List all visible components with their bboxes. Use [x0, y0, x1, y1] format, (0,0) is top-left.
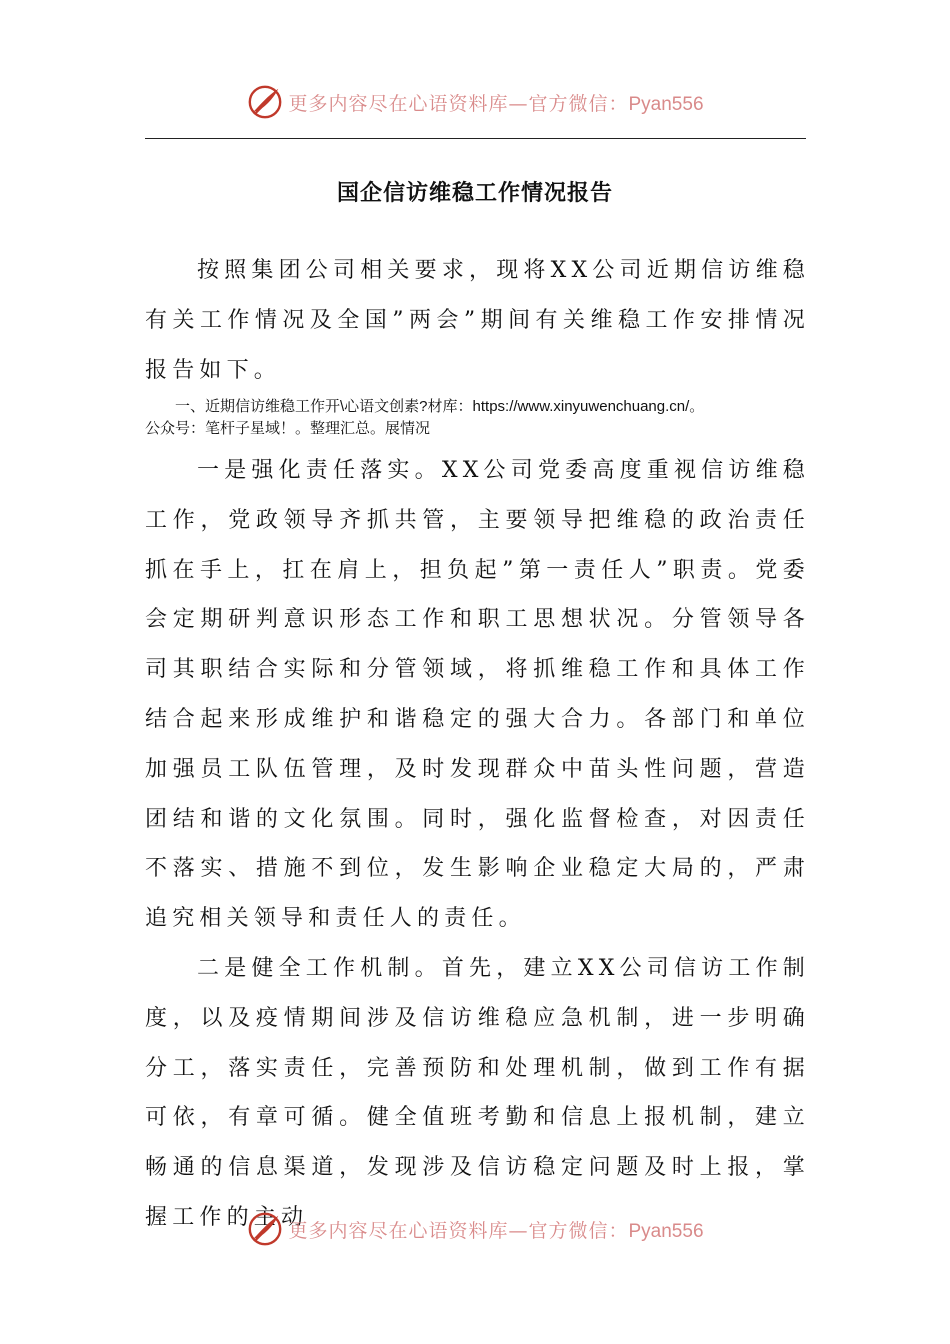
- paragraph-responsibility: 一是强化责任落实。XX公司党委高度重视信访维稳工作，党政领导齐抓共管，主要领导把维稳的政治责任抓在手上，扛在肩上，担负起”第一责任人”职责。党委会定期研判意识形态工作和职工思想状况。分管领导各司其职结合实际和分管领域，将抓维稳工作和具体工作结合起来形成维护和谐稳定的强大合力。各部门和单位加强员工队伍管理，及时发现群众中苗头性问题，营造团结和谐的文化氛围。同时，强化监督检查，对因责任不落实、措施不到位，发生影响企业稳定大局的，严肃追究相关领导和责任人的责任。: [145, 458, 810, 932]
- banner-text: 更多内容尽在心语资料库—官方微信：: [288, 1219, 629, 1242]
- quill-logo-icon: [246, 83, 284, 121]
- quill-logo-icon: [246, 1210, 284, 1248]
- section-heading-line-1: 一、近期信访维稳工作开\心语文创素?材库：https://www.xinyuwenchuang.cn/。: [175, 398, 705, 415]
- document-title: 国企信访维稳工作情况报告: [336, 180, 613, 206]
- footer-watermark-banner: [0, 1209, 950, 1249]
- section-heading: [145, 396, 825, 440]
- banner-text: 更多内容尽在心语资料库—官方微信：: [288, 92, 629, 115]
- banner-wechat-id: Pyan556: [628, 1220, 704, 1242]
- intro-paragraph: 按照集团公司相关要求，现将XX公司近期信访维稳有关工作情况及全国”两会”期间有关维稳工作安排情况报告如下。: [145, 258, 810, 383]
- paragraph-mechanism: 二是健全工作机制。首先，建立XX公司信访工作制度，以及疫情期间涉及信访维稳应急机制，进一步明确分工，落实责任，完善预防和处理机制，做到工作有据可依，有章可循。健全值班考勤和信息上报机制，建立畅通的信息渠道，发现涉及信访稳定问题及时上报，掌握工作的主动: [145, 956, 810, 1230]
- header-divider: [145, 138, 806, 139]
- section-heading-line-2: 公众号：笔杆子星域！。整理汇总。展情况: [145, 420, 431, 437]
- header-watermark-banner: [0, 82, 950, 122]
- banner-wechat-id: Pyan556: [628, 93, 704, 115]
